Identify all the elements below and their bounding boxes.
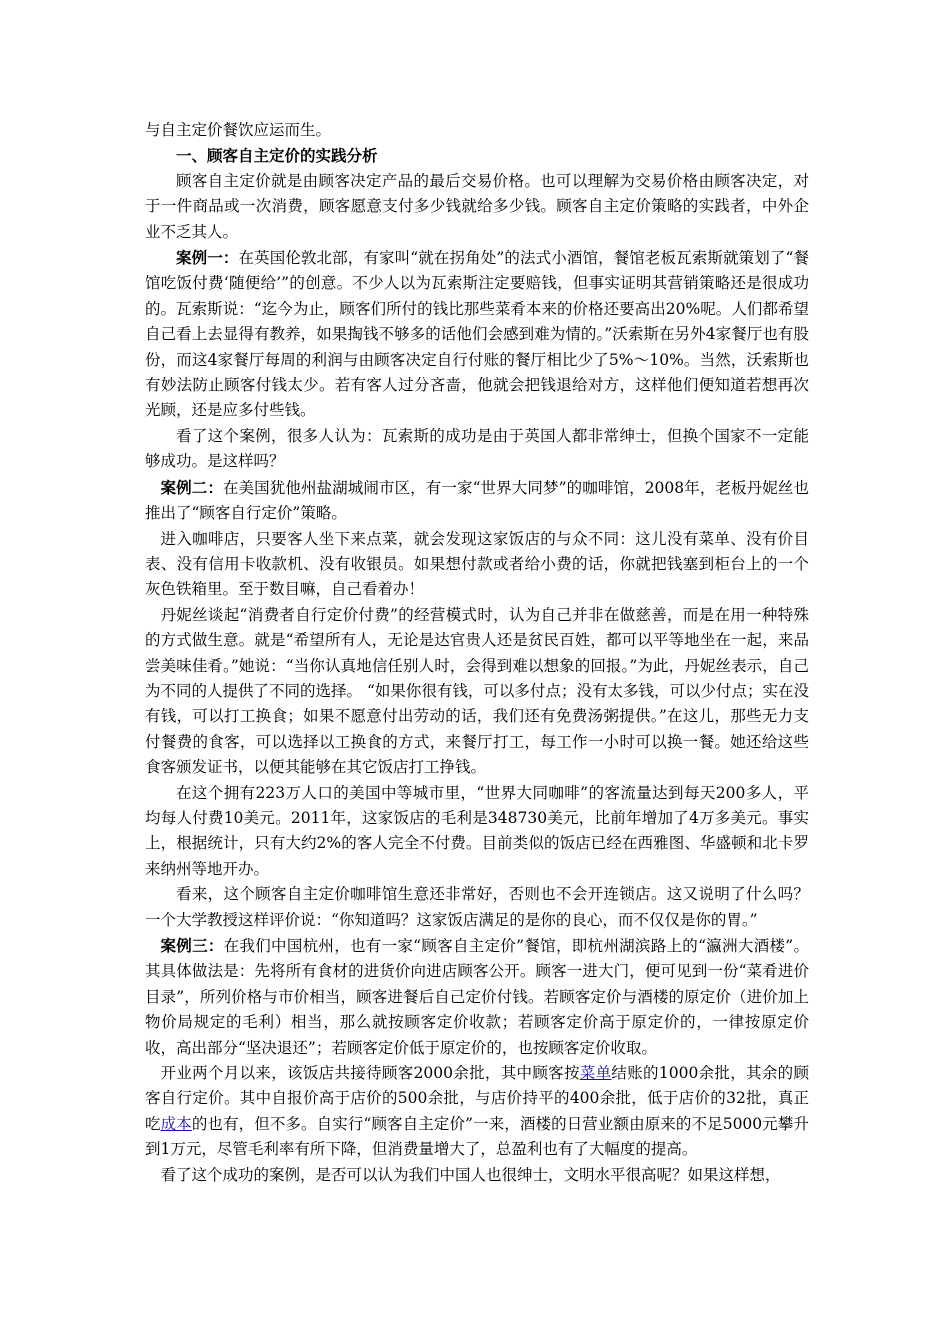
paragraph: 丹妮丝谈起“消费者自行定价付费”的经营模式时，认为自己并非在做慈善，而是在用一种特殊的方式做生意。就是“希望所有人，无论是达官贵人还是贫民百姓，都可以平等地坐在一起，来品尝美味佳肴。”她说：“当你认真地信任别人时，会得到难以想象的回报。”为此，丹妮丝表示，自己为不同的人提供了不同的选择。 “如果你很有钱，可以多付点；没有太多钱，可以少付点；实在没有钱，可以打工换食；如果不愿意付出劳动的话，我们还有免费汤粥提供。”在这儿，那些无力支付餐费的食客，可以选择以工换食的方式，来餐厅打工，每工作一小时可以换一餐。她还给这些食客颁发证书，以便其能够在其它饭店打工挣钱。 xyxy=(145,605,809,777)
paragraph: 顾客自主定价就是由顾客决定产品的最后交易价格。也可以理解为交易价格由顾客决定，对于一件商品或一次消费，顾客愿意支付多少钱就给多少钱。顾客自主定价策略的实践者，中外企业不乏其人。 xyxy=(145,171,809,241)
cost-link[interactable]: 成本 xyxy=(160,1114,192,1133)
section-heading: 一、顾客自主定价的实践分析 xyxy=(176,146,378,166)
paragraph-with-links xyxy=(145,1061,809,1163)
case-text: 在英国伦敦北部，有家叫“就在拐角处”的法式小酒馆，餐馆老板瓦索斯就策划了“餐馆吃饭付费‘随便给’”的创意。不少人以为瓦索斯注定要赔钱，但事实证明其营销策略还是很成功的。瓦索斯说：“迄今为止，顾客们所付的钱比那些菜肴本来的价格还要高出20%呢。人们都希望自己看上去显得有教养，如果掏钱不够多的话他们会感到难为情的。”沃索斯在另外4家餐厅也有股份，而这4家餐厅每周的利润与由顾客决定自行付账的餐厅相比少了5%～10%。当然，沃索斯也有妙法防止顾客付钱太少。若有客人过分吝啬，他就会把钱退给对方，这样他们便知道若想再次光顾，还是应多付些钱。 xyxy=(145,249,809,420)
menu-link[interactable]: 菜单 xyxy=(579,1064,612,1083)
paragraph: 看来，这个顾客自主定价咖啡馆生意还非常好，否则也不会开连锁店。这又说明了什么吗？一个大学教授这样评价说：“你知道吗？这家饭店满足的是你的良心，而不仅仅是你的胃。” xyxy=(145,885,809,929)
text-segment: 开业两个月以来，该饭店共接待顾客2000余批，其中顾客按 xyxy=(160,1064,580,1083)
paragraph: 看了这个案例，很多人认为：瓦索斯的成功是由于英国人都非常绅士，但换个国家不一定能够成功。是这样吗？ xyxy=(145,426,809,471)
case-label: 案例一： xyxy=(176,248,239,268)
paragraph: 进入咖啡店，只要客人坐下来点菜，就会发现这家饭店的与众不同：这儿没有菜单、没有价目表、没有信用卡收款机、没有收银员。如果想付款或者给小费的话，你就把钱塞到柜台上的一个灰色铁箱里。至于数目嘛，自己看着办！ xyxy=(145,529,809,599)
case-one-paragraph xyxy=(145,245,809,424)
case-two-paragraph xyxy=(145,475,809,527)
text-segment: 结账的1000余批，其余的顾客自行定价。其中自报价高于店价的500余批，与店价持平的400余批，低于店价的32批，真正吃 xyxy=(145,1064,809,1133)
case-label: 案例三： xyxy=(160,936,224,955)
text-segment: 的也有，但不多。自实行“顾客自主定价”一来，酒楼的日营业额由原来的不足5000元攀升到1万元，尽管毛利率有所下降，但消费量增大了，总盈利也有了大幅度的提高。 xyxy=(145,1114,809,1159)
paragraph: 在这个拥有223万人口的美国中等城市里，“世界大同咖啡”的客流量达到每天200多人，平均每人付费10美元。2011年，这家饭店的毛利是348730美元，比前年增加了4万多美元。事实上，根据统计，只有大约2%的客人完全不付费。目前类似的饭店已经在西雅图、华盛顿和北卡罗来纳州等地开办。 xyxy=(145,783,809,878)
paragraph: 看了这个成功的案例，是否可以认为我们中国人也很绅士，文明水平很高呢？如果这样想， xyxy=(160,1165,781,1184)
paragraph: 与自主定价餐饮应运而生。 xyxy=(145,121,332,139)
case-text: 在美国犹他州盐湖城闹市区，有一家“世界大同梦”的咖啡馆，2008年，老板丹妮丝也推出了“顾客自行定价”策略。 xyxy=(145,478,809,523)
case-label: 案例二： xyxy=(160,477,223,497)
document-body xyxy=(145,118,809,1188)
case-text: 在我们中国杭州，也有一家“顾客自主定价”餐馆，即杭州湖滨路上的“瀛洲大酒楼”。其具体做法是：先将所有食材的进货价向进店顾客公开。顾客一进大门，便可见到一份“菜肴进价目录”，所列价格与市价相当，顾客进餐后自己定价付钱。若顾客定价与酒楼的原定价（进价加上物价局规定的毛利）相当，那么就按顾客定价收款；若顾客定价高于原定价的，一律按原定价收，高出部分“坚决退还”；若顾客定价低于原定价的，也按顾客定价收取。 xyxy=(145,937,809,1057)
case-three-paragraph xyxy=(145,933,809,1061)
